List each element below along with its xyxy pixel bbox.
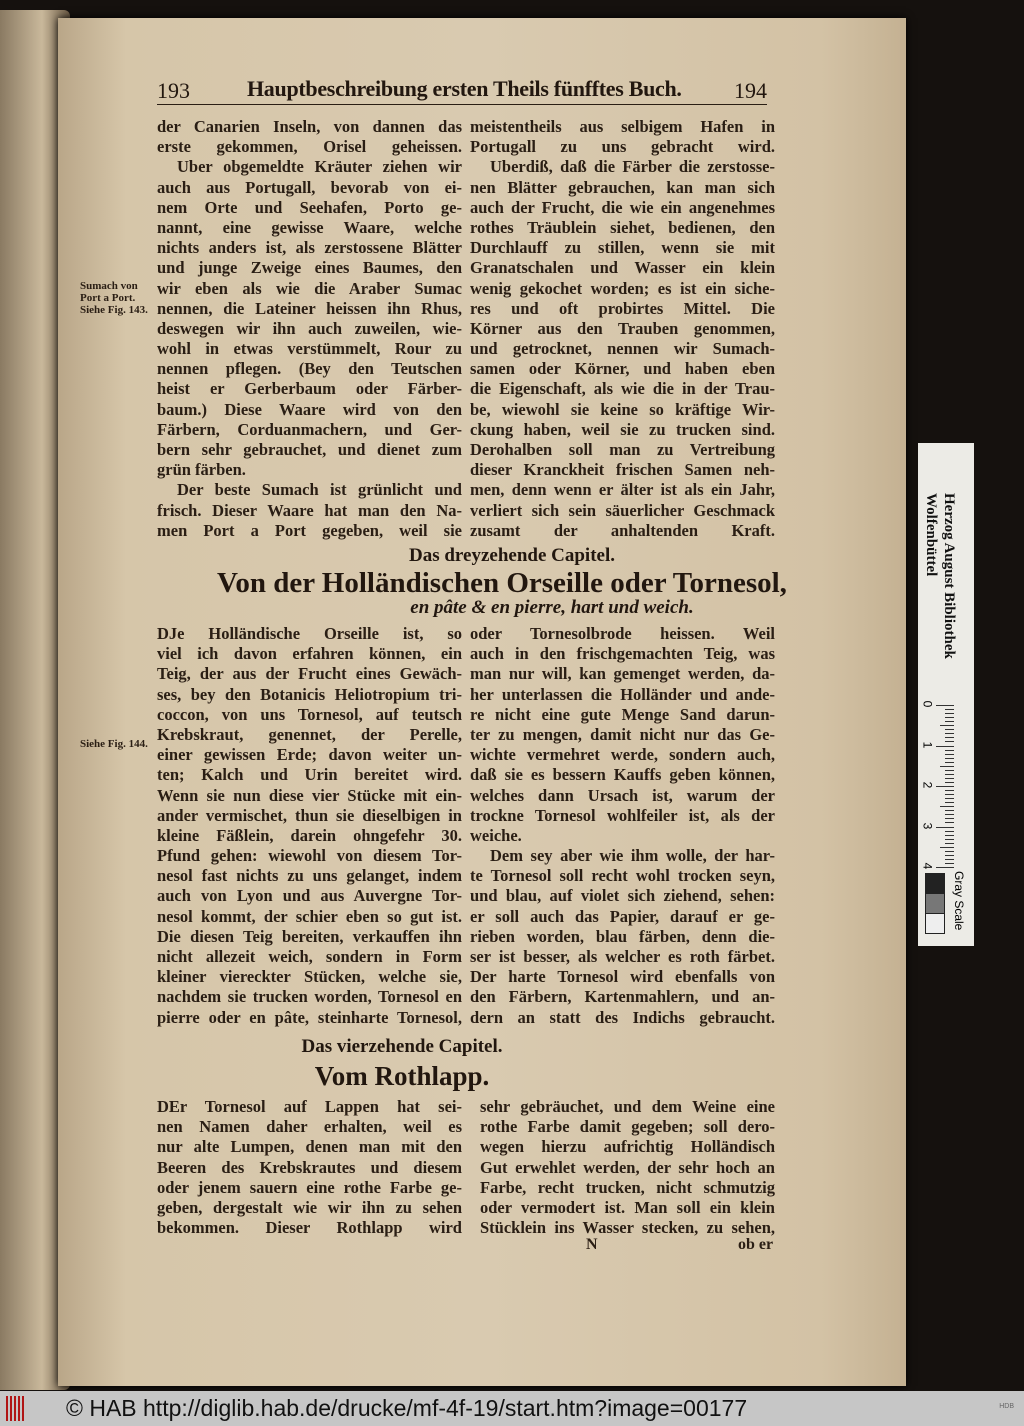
text-line: nen Namen daher erhalten, weil es (157, 1117, 462, 1137)
chapter-subtitle: en pâte & en pierre, hart und weich. (410, 597, 694, 618)
text-line: die Eigenschaft, als wie die in der Trau- (470, 379, 775, 399)
text-line: her unterlassen die Holländer und ande- (470, 684, 775, 704)
ruler-tick (945, 802, 954, 803)
page-number-right: 194 (734, 78, 767, 103)
text-line: ser ist besser, als welcher es roth färbet. (470, 947, 775, 966)
ruler-tick (945, 762, 954, 763)
ruler-tick (945, 810, 954, 811)
ruler-tick (940, 725, 954, 726)
ruler-number: 2 (920, 781, 935, 789)
text-line: dern an statt des Indichs gebraucht. (470, 1007, 775, 1027)
text-line: bekommen. Dieser Rothlapp wird (157, 1218, 462, 1238)
text-line: wegen hierzu aufrichtig Holländisch (480, 1137, 775, 1157)
text-line: auch aus Portugall, bevorab von ei- (157, 177, 462, 197)
text-line: viel ich davon erfahren können, ein (157, 644, 462, 664)
chapter-title: Vom Rothlapp. (314, 1061, 490, 1091)
ruler-tick (945, 754, 954, 755)
text-line: wohl in etwas verstümmelt, Rour zu (157, 339, 462, 359)
text-line: Durchlauff zu stillen, wenn sie mit (470, 238, 775, 258)
text-line: heist er Gerberbaum oder Färber- (157, 379, 462, 399)
text-line: nachdem sie trucken worden, Tornesol en (157, 987, 462, 1007)
text-line: man nur will, kan gemenget werden, da- (470, 664, 775, 684)
text-line: rothe Farbe damit gegeben; soll dero- (480, 1117, 775, 1137)
text-line: Stücklein ins Wasser stecken, zu sehen, (480, 1218, 775, 1238)
text-line: geben, dergestalt wie wir ihn zu sehen (157, 1197, 462, 1217)
text-line: den Färbern, Kartenmahlern, und an- (470, 987, 775, 1007)
ruler-tick (945, 750, 954, 751)
ruler-tick (945, 794, 954, 795)
gray-swatch-mid (925, 893, 945, 914)
ruler-number: 0 (920, 700, 935, 708)
text-line: Der beste Sumach ist grünlicht und (177, 480, 462, 500)
ruler-tick (945, 717, 954, 718)
ruler-tick (936, 867, 954, 868)
margin-note-line: Siehe Fig. 144. (80, 738, 148, 750)
text-line: grün färben. (157, 460, 246, 480)
page-number-left: 193 (157, 78, 190, 103)
text-line: Färbern, Corduanmachern, und Ger- (157, 419, 462, 439)
text-line: meistentheils aus selbigem Hafen in (470, 117, 775, 136)
text-line: coccon, von uns Tornesol, auf teutsch (157, 704, 462, 724)
ruler-tick (945, 798, 954, 799)
text-line: re nicht eine gute Menge Sand darun- (470, 704, 775, 724)
ruler-tick (945, 790, 954, 791)
text-line: einer gewissen Erde; davon weiter un- (157, 745, 462, 765)
text-line: auch von Lyon und aus Auvergne Tor- (157, 886, 462, 906)
ruler-tick (945, 774, 954, 775)
text-line: zusamt der anhaltenden Kraft. (470, 520, 775, 540)
text-line: Wenn sie nun diese vier Stücke mit ein- (157, 785, 462, 805)
text-line: Pfund gehen: wiewohl von diesem Tor- (157, 846, 462, 866)
column-right (470, 117, 775, 541)
text-line: Uberdiß, daß die Färber die zerstosse- (490, 157, 775, 177)
ruler-tick (945, 737, 954, 738)
text-line: ander vermischet, thun sie dieselbigen in (157, 805, 462, 825)
gray-swatch-light (925, 913, 945, 934)
text-line: wir eben als wie die Araber Sumac (157, 278, 462, 298)
text-line: baum.) Diese Waare wird von den (157, 399, 462, 419)
text-line: nen Blätter gebrauchen, kan man sich (470, 177, 775, 197)
chapter-title: Von der Holländischen Orseille oder Tornesol, (217, 567, 787, 599)
column-left (157, 624, 462, 1028)
margin-note-line: Port a Port. (80, 292, 136, 304)
text-line: rothes Träublein siehet, bedienen, den (470, 217, 775, 237)
running-title: Hauptbeschreibung ersten Theils fünfftes Buch. (247, 76, 682, 101)
text-line: rieben worden, blau färben, denn die- (470, 926, 775, 946)
ruler-tick (940, 847, 954, 848)
text-line: erste gekommen, Orisel geheissen. (157, 137, 462, 157)
text-line: Uber obgemeldte Kräuter ziehen wir (177, 157, 462, 177)
text-line: trockne Tornesol wohlfeiler ist, als der (470, 805, 775, 825)
ruler-tick (945, 843, 954, 844)
text-line: ckung haben, weil sie zu trucken sind. (470, 419, 775, 439)
ruler-tick (945, 741, 954, 742)
ruler-institution: Herzog August Bibliothek Wolfenbüttel (923, 493, 957, 659)
ruler-number: 4 (920, 862, 935, 870)
text-line: Dem sey aber wie ihm wolle, der har- (490, 846, 775, 866)
text-line: oder jenem sauern eine rothe Farbe ge- (157, 1177, 462, 1197)
footer-mark: HDB (999, 1403, 1014, 1410)
signature-mark: N (586, 1236, 598, 1253)
text-line: ten; Kalch und Urin bereitet wird. (157, 765, 462, 785)
text-line: nesol kommt, der schier eben so gut ist. (157, 906, 462, 926)
text-line: nannt, eine gewisse Waare, welche (157, 217, 462, 237)
running-header (157, 76, 767, 105)
ruler-tick (945, 770, 954, 771)
ruler-tick (945, 822, 954, 823)
text-line: und getrocknet, nennen wir Sumach- (470, 339, 775, 359)
text-line: res und oft probirtes Mittel. Die (470, 298, 775, 318)
text-line: und junge Zweige eines Baumes, den (157, 258, 462, 278)
text-line: Beeren des Krebskrautes und diesem (157, 1157, 462, 1177)
text-line: DEr Tornesol auf Lappen hat sei- (157, 1097, 462, 1116)
text-line: wenig gekochet worden; es ist ein siche- (470, 278, 775, 298)
text-line: weiche. (470, 825, 522, 845)
text-line: auch in den frischgemachten Teig, was (470, 644, 775, 664)
ruler-tick (945, 855, 954, 856)
text-line: sehr gebräuchet, und dem Weine eine (480, 1097, 775, 1116)
text-line: bern sehr gebrauchet, und dienet zum (157, 440, 462, 459)
text-line: DJe Holländische Orseille ist, so (157, 624, 462, 643)
ruler-tick (945, 831, 954, 832)
scale-ruler (918, 443, 974, 946)
column-right (480, 1097, 775, 1238)
column-left (157, 1097, 462, 1238)
text-line: frisch. Dieser Waare hat man den Na- (157, 500, 462, 520)
ruler-tick (945, 839, 954, 840)
ruler-tick (945, 733, 954, 734)
text-line: Derohalben soll man zu Vertreibung (470, 440, 775, 459)
ruler-tick (940, 806, 954, 807)
text-line: Portugall zu uns gebracht wird. (470, 137, 775, 157)
text-line: be, wiewohl sie keine so kräftige Wir- (470, 399, 775, 419)
chapter-label: Das vierzehende Capitel. (301, 1036, 503, 1057)
text-line: Granatschalen und Wasser ein klein (470, 258, 775, 278)
ruler-tick (945, 709, 954, 710)
margin-note-line: Siehe Fig. 143. (80, 304, 148, 316)
ruler-tick (936, 705, 954, 706)
ruler-tick (940, 766, 954, 767)
ruler-tick (945, 814, 954, 815)
text-line: deswegen wir ihn auch zuweilen, wie- (157, 318, 462, 338)
text-line: er soll auch das Papier, darauf er ge- (470, 906, 775, 926)
text-line: nennen pflegen. (Bey den Teutschen (157, 359, 462, 379)
text-line: Körner aus den Trauben genommen, (470, 318, 775, 338)
margin-note (80, 280, 148, 316)
text-line: nur alte Lumpen, denen man mit den (157, 1137, 462, 1157)
text-line: Krebskraut, genennet, der Perelle, (157, 724, 462, 744)
ruler-number: 3 (920, 822, 935, 829)
ruler-tick (945, 729, 954, 730)
text-line: nem Orte und Seehafen, Porto ge- (157, 197, 462, 217)
text-line: nichts anders ist, als zerstossene Blätter (157, 238, 462, 258)
column-left (157, 117, 462, 541)
ruler-tick (945, 782, 954, 783)
text-line: Die diesen Teig bereiten, verkauffen ihn (157, 926, 462, 946)
text-line: oder vermodert ist. Man soll ein klein (480, 1197, 775, 1217)
ruler-tick (945, 851, 954, 852)
text-line: und blau, auf violet sich ziehend, sehen: (470, 886, 775, 906)
text-line: nennen, die Lateiner heissen ihn Rhus, (157, 298, 462, 318)
ruler-tick (945, 818, 954, 819)
ruler-tick (936, 746, 954, 747)
text-line: samen oder Körner, und haben eben (470, 359, 775, 379)
hab-logo-icon (6, 1396, 26, 1421)
gray-swatch-dark (925, 873, 945, 894)
text-line: auch der Frucht, die wie ein angenehmes (470, 197, 775, 217)
ruler-tick (945, 859, 954, 860)
ruler-tick (936, 827, 954, 828)
text-line: daß sie es bessern Kauffs geben können, (470, 765, 775, 785)
text-line: dieser Kranckheit frischen Samen neh- (470, 460, 775, 480)
ruler-tick (945, 713, 954, 714)
catchword: ob er (738, 1236, 774, 1253)
margin-note (80, 738, 148, 750)
text-line: Gut erwehlet werden, der sehr hoch an (480, 1157, 775, 1177)
text-line: Farbe, recht trucken, nicht schmutzig (480, 1177, 775, 1197)
gray-scale-label: Gray Scale (952, 871, 966, 931)
text-line: ses, bey den Botanicis Heliotropium tri- (157, 684, 462, 704)
column-right (470, 624, 775, 1028)
text-line: welches dann Ursach ist, warum der (470, 785, 775, 805)
chapter-label: Das dreyzehende Capitel. (409, 545, 615, 566)
margin-note-line: Sumach von (80, 280, 138, 292)
ruler-tick (945, 721, 954, 722)
text-line: oder Tornesolbrode heissen. Weil (470, 624, 775, 643)
text-line: men Port a Port gegeben, weil sie (157, 520, 462, 540)
text-line: nicht allezeit weich, sondern in Form (157, 947, 462, 966)
text-line: der Canarien Inseln, von dannen das (157, 117, 462, 136)
text-line: Teig, der aus der Frucht eines Gewäch- (157, 664, 462, 684)
ruler-tick (945, 758, 954, 759)
copyright-link[interactable]: © HAB http://diglib.hab.de/drucke/mf-4f-19/start.htm?image=00177 (66, 1395, 748, 1421)
text-line: Der harte Tornesol wird ebenfalls von (470, 967, 775, 987)
text-line: wichte vermehret werde, sondern auch, (470, 745, 775, 765)
ruler-tick (945, 863, 954, 864)
footer-bar (0, 1391, 1024, 1426)
text-line: kleine Fäßlein, darein ohngefehr 30. (157, 825, 462, 845)
text-line: verliert sich sein säuerlicher Geschmack (470, 500, 775, 520)
ruler-tick (945, 835, 954, 836)
text-line: pierre oder en pâte, steinharte Tornesol, (157, 1007, 462, 1027)
ruler-tick (936, 786, 954, 787)
ruler-tick (945, 778, 954, 779)
text-line: ter zu mengen, damit nicht nur das Ge- (470, 724, 775, 744)
text-line: men, denn wenn er älter ist als ein Jahr, (470, 480, 775, 500)
text-line: te Tornesol soll recht wohl trocken seyn, (470, 866, 775, 886)
ruler-number: 1 (920, 741, 935, 748)
text-line: nesol fast nichts zu uns gelanget, indem (157, 866, 462, 886)
text-line: kleiner viereckter Stücken, welche sie, (157, 967, 462, 987)
